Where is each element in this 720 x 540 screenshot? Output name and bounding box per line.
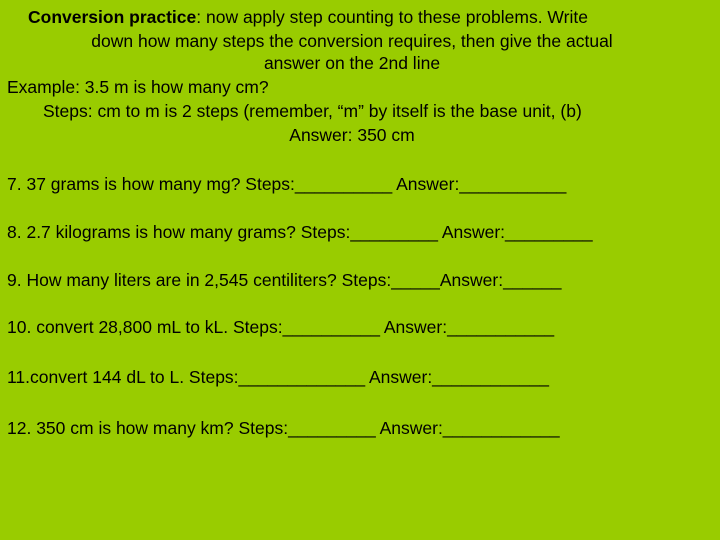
problem-12: 12. 350 cm is how many km? Steps:_________ Answer:____________ bbox=[7, 418, 560, 438]
example-answer: Answer: 350 cm bbox=[289, 125, 415, 145]
example-question: Example: 3.5 m is how many cm? bbox=[7, 77, 269, 97]
problem-10: 10. convert 28,800 mL to kL. Steps:__________ Answer:___________ bbox=[7, 317, 555, 337]
instructions-line-1 bbox=[28, 5, 588, 29]
problem-9: 9. How many liters are in 2,545 centiliters? Steps:_____Answer:______ bbox=[7, 270, 562, 290]
instructions-line-2: down how many steps the conversion requires, then give the actual bbox=[91, 31, 613, 51]
problem-8: 8. 2.7 kilograms is how many grams? Steps:_________ Answer:_________ bbox=[7, 222, 593, 242]
example-steps: Steps: cm to m is 2 steps (remember, “m” by itself is the base unit, (b) bbox=[43, 101, 582, 121]
instructions-line-3: answer on the 2nd line bbox=[263, 53, 441, 73]
instructions-heading: Conversion practice bbox=[28, 7, 197, 27]
problem-11: 11.convert 144 dL to L. Steps:_____________ Answer:____________ bbox=[7, 367, 549, 387]
instructions-text: : now apply step counting to these problems. Write bbox=[196, 7, 588, 27]
problem-7: 7. 37 grams is how many mg? Steps:__________ Answer:___________ bbox=[7, 174, 567, 194]
